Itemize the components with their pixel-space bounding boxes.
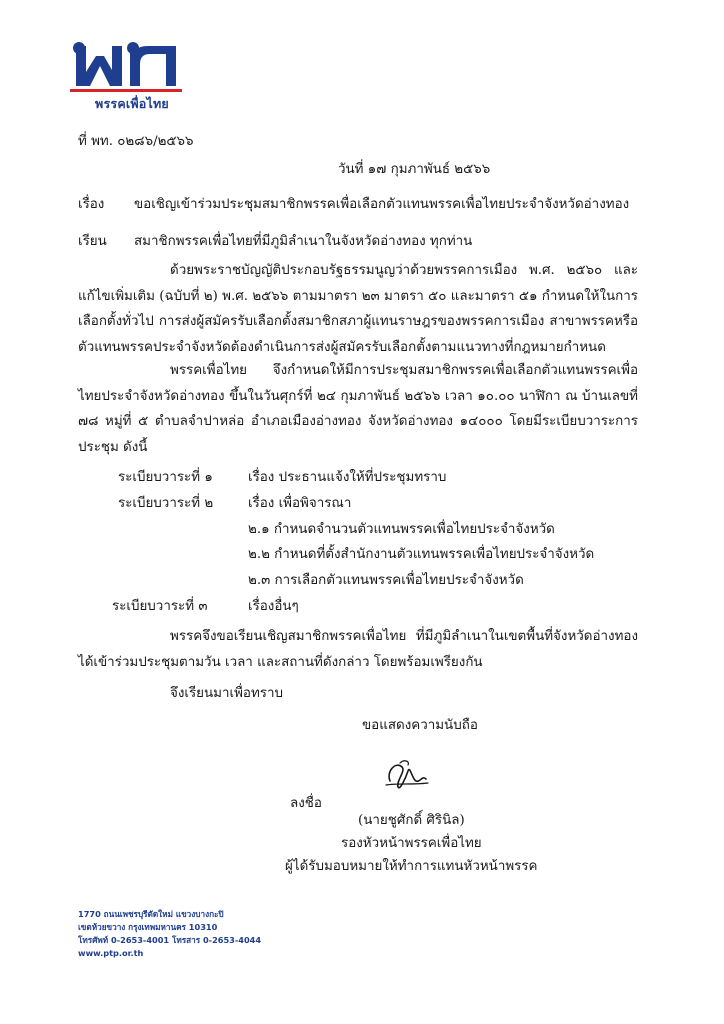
party-logo-name: พรรคเพื่อไทย [95,96,169,111]
footer-address-block [78,908,261,960]
closing-intro: จึงเรียนมาเพื่อทราบ [170,686,283,701]
agenda-2-1: ๒.๑ กำหนดจำนวนตัวแทนพรรคเพื่อไทยประจำจังหวัด [248,522,555,537]
doc-date: วันที่ ๑๗ กุมภาพันธ์ ๒๕๖๖ [338,162,491,177]
agenda-3-topic: เรื่องอื่นๆ [248,599,299,614]
agenda-2-2: ๒.๒ กำหนดที่ตั้งสำนักงานตัวแทนพรรคเพื่อไทยประจำจังหวัด [248,547,595,562]
agenda-3-label: ระเบียบวาระที่ ๓ [112,599,208,614]
doc-number: ที่ พท. ๐๒๘๖/๒๕๖๖ [78,134,194,149]
paragraph-3: พรรคจึงขอเรียนเชิญสมาชิกพรรคเพื่อไทย ที่มีภูมิลำเนาในเขตพื้นที่จังหวัดอ่างทองได้เข้าร่วมประชุมตามวัน เวลา และสถานที่ดังกล่าว โดยพร้อมเพรียงกัน [78,629,638,670]
signer-title: รองหัวหน้าพรรคเพื่อไทย [341,836,482,851]
subject-label: เรื่อง [78,197,105,212]
subject-text: ขอเชิญเข้าร่วมประชุมสมาชิกพรรคเพื่อเลือกตัวแทนพรรคเพื่อไทยประจำจังหวัดอ่างทอง [134,197,630,212]
footer-address-line-1: 1770 ถนนเพชรบุรีตัดใหม่ แขวงบางกะปิ [78,909,224,919]
party-logo [70,42,185,117]
agenda-1-label: ระเบียบวาระที่ ๑ [118,470,213,485]
signature-mark [382,757,432,793]
recipient-text: สมาชิกพรรคเพื่อไทยที่มีภูมิลำเนาในจังหวัดอ่างทอง ทุกท่าน [134,234,473,249]
regards: ขอแสดงความนับถือ [362,718,478,733]
signer-name: (นายชูศักดิ์ ศิรินิล) [358,813,465,828]
recipient-label: เรียน [78,234,107,249]
agenda-1-topic: เรื่อง ประธานแจ้งให้ที่ประชุมทราบ [248,470,447,485]
paragraph-1: ด้วยพระราชบัญญัติประกอบรัฐธรรมนูญว่าด้วยพรรคการเมือง พ.ศ. ๒๕๖๐ และแก้ไขเพิ่มเติม (ฉบับที่ ๒) พ.ศ. ๒๕๖๖ ตามมาตรา ๒๓ มาตรา ๕๐ และมาตรา ๕๑ กำหนดให้ในการเลือกตั้งทั่วไป การส่งผู้สมัครรับเลือกตั้งสมาชิกสภาผู้แทนราษฎรของพรรคการเมือง สาขาพรรคหรือตัวแทนพรรคประจำจังหวัดต้องดำเนินการส่งผู้สมัครรับเลือกตั้งตามแนวทางที่กฎหมายกำหนด [78,263,638,355]
footer-address-line-2: เขตห้วยขวาง กรุงเทพมหานคร 10310 [78,922,218,932]
signer-role: ผู้ได้รับมอบหมายให้ทำการแทนหัวหน้าพรรค [285,859,538,874]
agenda-2-label: ระเบียบวาระที่ ๒ [118,496,214,511]
footer-website: www.ptp.or.th [78,948,144,958]
party-logo-mark [70,42,185,94]
footer-phone: โทรศัพท์ 0-2653-4001 โทรสาร 0-2653-4044 [78,935,262,945]
agenda-2-topic: เรื่อง เพื่อพิจารณา [248,496,352,511]
agenda-2-3: ๒.๓ การเลือกตัวแทนพรรคเพื่อไทยประจำจังหวัด [248,573,524,588]
paragraph-2: พรรคเพื่อไทย จึงกำหนดให้มีการประชุมสมาชิกพรรคเพื่อเลือกตัวแทนพรรคเพื่อไทยประจำจังหวัดอ่างทอง ขึ้นในวันศุกร์ที่ ๒๔ กุมภาพันธ์ ๒๕๖๖ เวลา ๑๐.๐๐ นาฬิกา ณ บ้านเลขที่ ๗๘ หมู่ที่ ๕ ตำบลจำปาหล่อ อำเภอเมืองอ่างทอง จังหวัดอ่างทอง ๑๔๐๐๐ โดยมีระเบียบวาระการประชุม ดังนี้ [78,363,638,455]
sign-label: ลงชื่อ [290,796,322,811]
signature-image [382,757,432,797]
